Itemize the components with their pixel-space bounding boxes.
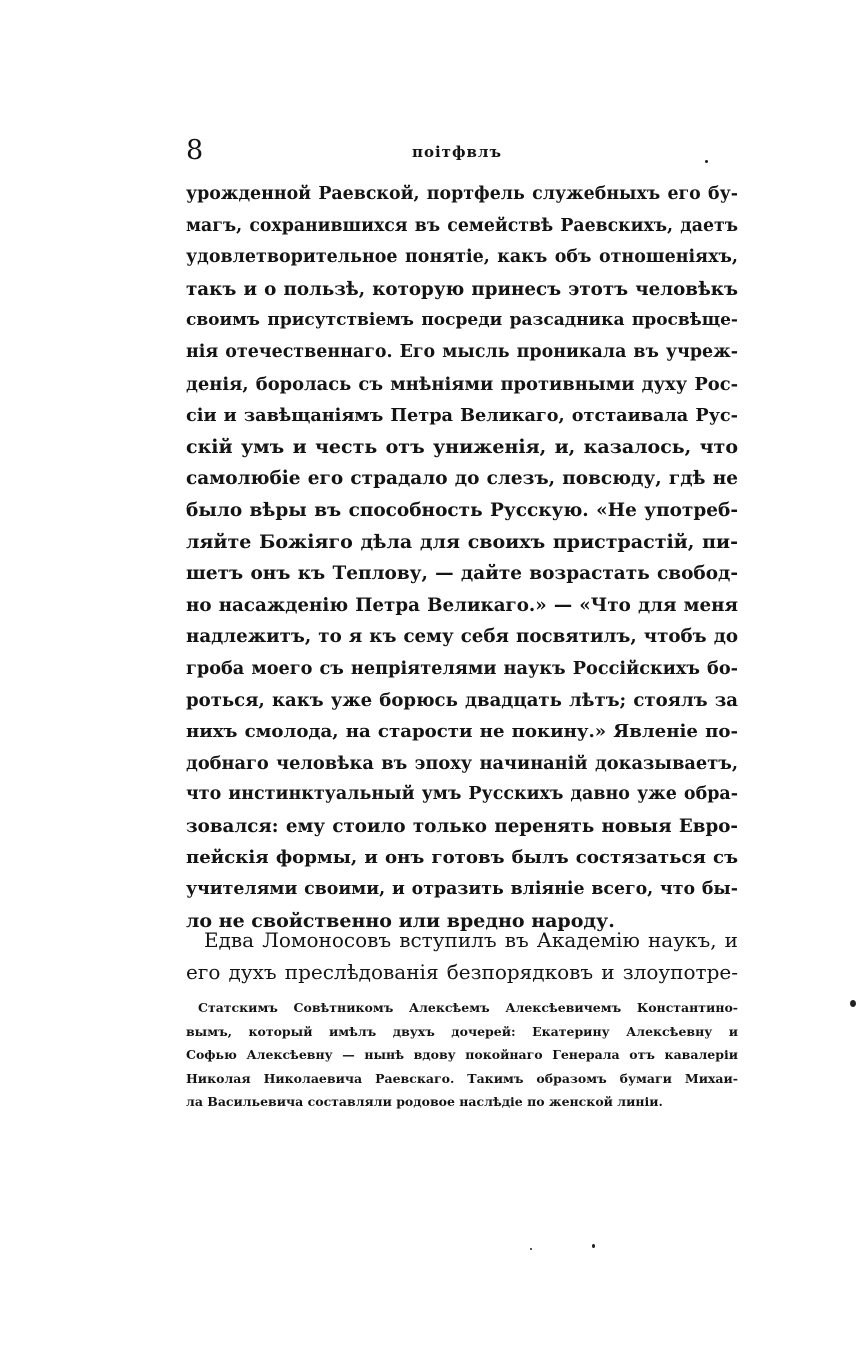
text-line: было вѣры въ способность Русскую. «Не употреб- — [186, 499, 738, 521]
page-number: 8 — [186, 135, 204, 166]
text-line: такъ и о пользѣ, которую принесъ этотъ человѣкъ — [186, 278, 738, 300]
text-line: ляйте Божіяго дѣла для своихъ пристрастій, пи- — [186, 530, 738, 553]
text-line: своимъ присутствіемъ посреди разсадника просвѣще- — [186, 310, 738, 331]
footnote-line: ла Васильевича составляли родовое наслѣдіе по женской линіи. — [186, 1094, 663, 1109]
text-line: денія, боролась съ мнѣніями противными духу Рос- — [186, 373, 738, 395]
text-line: роться, какъ уже борюсь двадцать лѣтъ; стоялъ за — [186, 689, 738, 711]
text-line: гроба моего съ непріятелями наукъ Россійскихъ бо- — [186, 657, 738, 679]
running-head: пoiтфвлъ — [412, 143, 503, 161]
scan-speck — [705, 160, 708, 163]
text-line: но насажденію Петра Великаго.» — «Что для меня — [186, 594, 738, 616]
text-line: самолюбіе его страдало до слезъ, повсюду, гдѣ не — [186, 468, 738, 490]
footnote-line: Статскимъ Совѣтникомъ Алексѣемъ Алексѣевичемъ Константино- — [198, 1000, 738, 1015]
text-line: надлежитъ, то я къ сему себя посвятилъ, чтобъ до — [186, 626, 738, 648]
text-line: его духъ преслѣдованія безпорядковъ и злоупотре- — [186, 959, 738, 984]
second-paragraph — [186, 925, 738, 988]
text-line: удовлетворительное понятіе, какъ объ отношеніяхъ, — [186, 247, 738, 268]
scan-speck — [530, 1248, 532, 1250]
text-line: добнаго человѣка въ эпоху начинаній доказываетъ, — [186, 752, 738, 774]
footnote-line: Софью Алексѣевну — нынѣ вдову покойнаго Генерала отъ кавалеріи — [186, 1047, 738, 1062]
text-line: нихъ смолода, на старости не покину.» Явленіе по- — [186, 721, 738, 743]
footnote-line: Николая Николаевича Раевскаго. Такимъ образомъ бумаги Михаи- — [186, 1070, 738, 1086]
text-line: Едва Ломоносовъ вступилъ въ Академію наукъ, и — [204, 928, 738, 952]
text-line: пейскія формы, и онъ готовъ былъ состязаться съ — [186, 847, 738, 869]
text-line: учителями своими, и отразить вліяніе всего, что бы- — [186, 879, 738, 900]
text-line: что инстинктуальный умъ Русскихъ давно уже обра- — [186, 784, 738, 805]
footnote-line: вымъ, который имѣлъ двухъ дочерей: Екатерину Алексѣевну и — [186, 1023, 738, 1039]
footnote — [186, 996, 738, 1114]
text-line: сіи и завѣщаніямъ Петра Великаго, отстаивала Рус- — [186, 405, 738, 427]
text-line: скій умъ и честь отъ униженія, и, казалось, что — [186, 435, 738, 458]
text-line: нія отечественнаго. Его мысль проникала въ учреж- — [186, 341, 738, 362]
text-line: урожденной Раевской, портфель служебныхъ его бу- — [186, 184, 738, 204]
text-line: магъ, сохранившихся въ семействѣ Раевскихъ, даетъ — [186, 215, 738, 236]
scan-speck — [850, 1000, 856, 1007]
main-paragraph — [186, 179, 738, 937]
text-line: шетъ онъ къ Теплову, — дайте возрастать свобод- — [186, 563, 738, 585]
text-line: зовался: ему стоило только перенять новыя Евро- — [186, 815, 738, 837]
text-line: ло не свойственно или вредно народу. — [186, 909, 615, 932]
scan-speck — [592, 1244, 595, 1248]
